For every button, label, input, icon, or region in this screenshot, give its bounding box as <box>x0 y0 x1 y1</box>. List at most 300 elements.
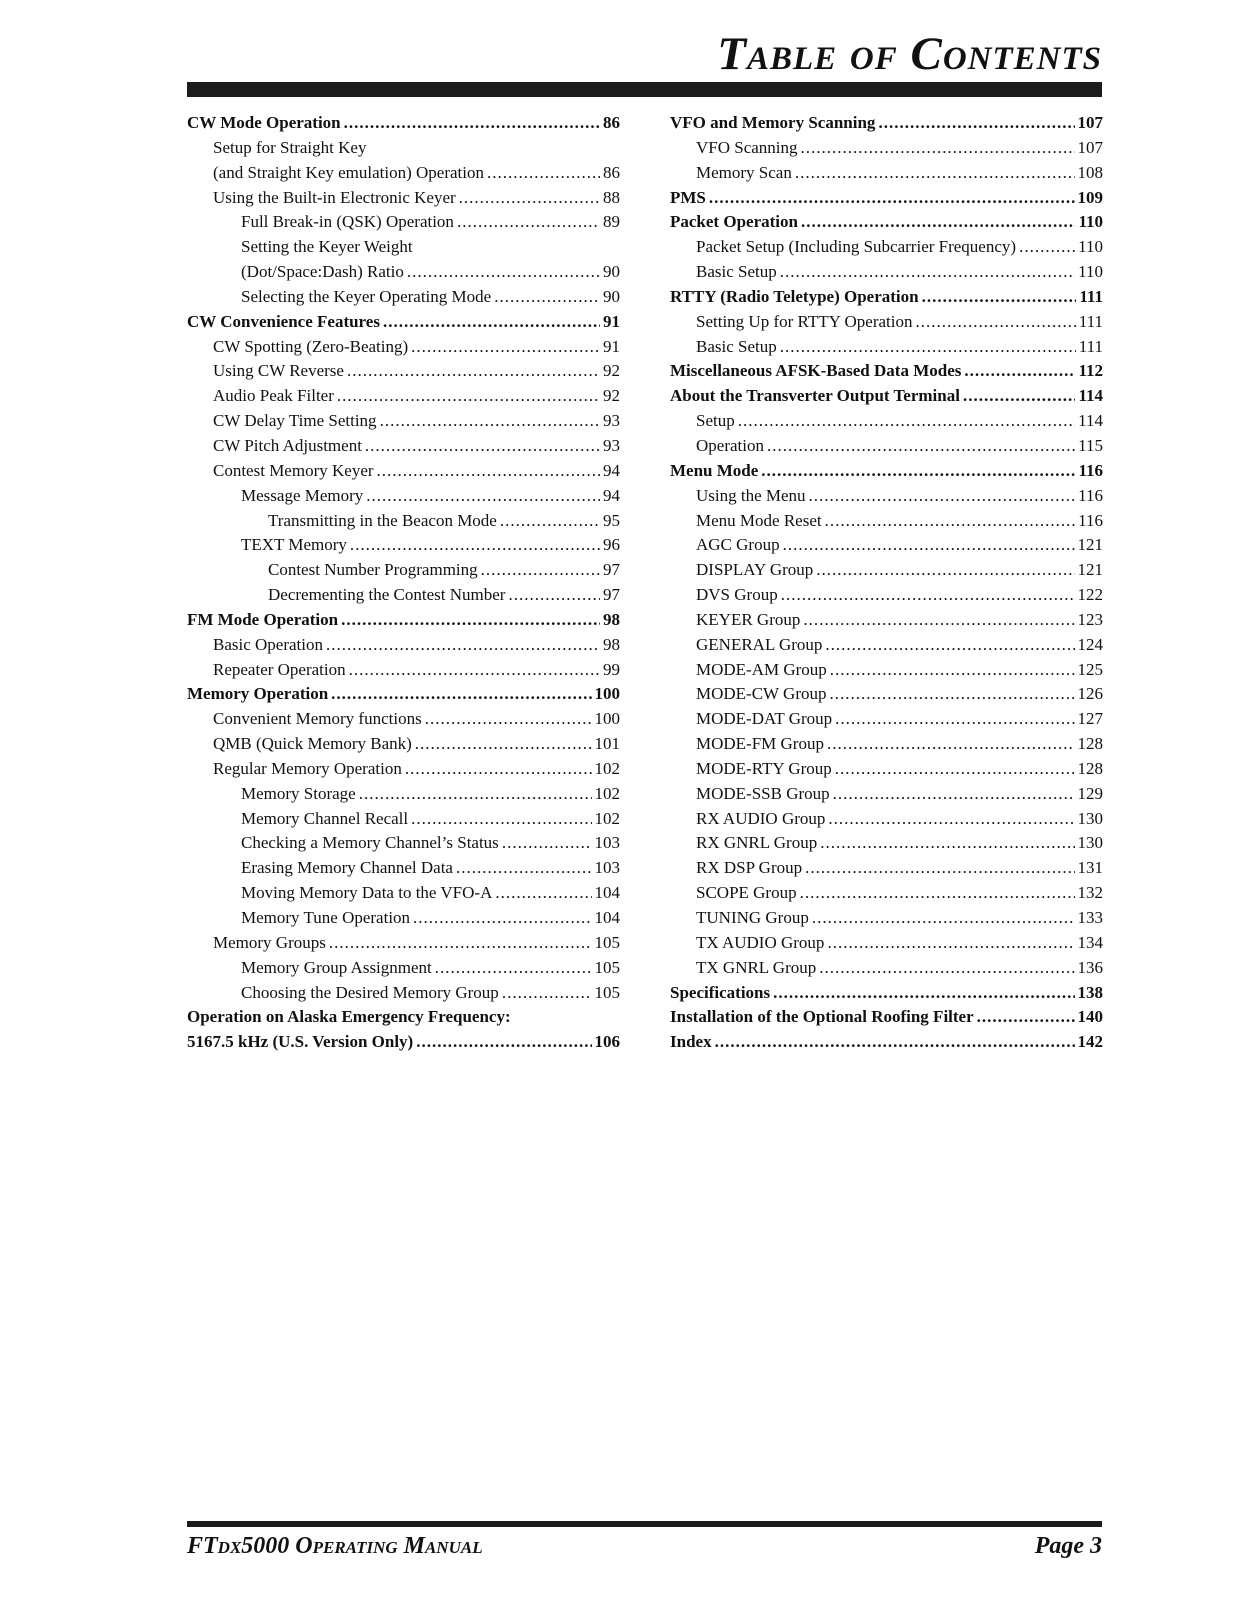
toc-entry-page: 111 <box>1079 286 1103 306</box>
toc-subsection-entry[interactable] <box>670 509 1103 534</box>
toc-subsection-entry[interactable] <box>187 285 620 310</box>
toc-subsection-entry[interactable] <box>187 757 620 782</box>
toc-entry-page: 111 <box>1078 311 1103 331</box>
toc-entry-page: 107 <box>1077 113 1103 132</box>
toc-entry-title: Repeater Operation <box>213 659 346 679</box>
toc-subsection-entry[interactable] <box>670 633 1103 658</box>
toc-entry-page: 90 <box>603 286 620 306</box>
dot-leader <box>349 658 600 683</box>
toc-subsection-entry[interactable] <box>187 807 620 832</box>
toc-subsection-entry[interactable] <box>187 583 620 608</box>
toc-subsection-entry[interactable] <box>187 186 620 211</box>
dot-leader <box>977 1005 1075 1030</box>
toc-entry-page: 136 <box>1077 957 1103 977</box>
dot-leader <box>337 384 600 409</box>
toc-entry-page: 88 <box>603 187 620 207</box>
toc-entry-page: 133 <box>1077 908 1103 927</box>
dot-leader <box>359 782 592 807</box>
toc-entry-title: About the Transverter Output Terminal <box>670 386 960 406</box>
toc-entry-page: 105 <box>594 932 620 952</box>
dot-leader <box>459 186 600 211</box>
toc-subsection-entry[interactable] <box>670 260 1103 285</box>
toc-subsection-entry[interactable] <box>670 310 1103 335</box>
toc-entry-title: MODE-FM Group <box>696 734 824 754</box>
toc-entry-title: CW Pitch Adjustment <box>213 435 362 455</box>
dot-leader <box>380 409 600 434</box>
toc-entry-title: Contest Number Programming <box>268 560 478 580</box>
dot-leader <box>816 558 1074 583</box>
toc-subsection-entry[interactable] <box>187 658 620 683</box>
dot-leader <box>366 484 600 509</box>
toc-entry-page: 93 <box>603 411 620 431</box>
toc-entry-title: Menu Mode <box>670 460 759 480</box>
toc-section-entry[interactable] <box>187 310 620 335</box>
toc-subsection-entry[interactable] <box>187 881 620 906</box>
toc-entry-title: DISPLAY Group <box>696 560 814 580</box>
toc-entry-title: MODE-SSB Group <box>696 783 830 803</box>
toc-entry-title: Packet Operation <box>670 212 798 232</box>
toc-entry-page: 109 <box>1077 187 1103 207</box>
toc-entry-page: 132 <box>1077 883 1103 903</box>
dot-leader <box>481 558 600 583</box>
toc-entry-title: Setup for Straight Key <box>213 137 367 157</box>
toc-entry-page: 97 <box>603 585 620 605</box>
toc-entry-page: 128 <box>1077 758 1103 778</box>
dot-leader <box>829 682 1074 707</box>
dot-leader <box>812 906 1075 931</box>
dot-leader <box>411 335 600 360</box>
dot-leader <box>415 732 592 757</box>
dot-leader <box>494 285 600 310</box>
toc-entry-page: 106 <box>594 1032 620 1052</box>
toc-entry-page: 131 <box>1077 858 1103 878</box>
dot-leader <box>377 459 600 484</box>
toc-subsection-entry[interactable] <box>670 558 1103 583</box>
toc-entry-page: 100 <box>594 709 620 729</box>
dot-leader <box>773 981 1074 1006</box>
dot-leader <box>915 310 1075 335</box>
toc-subsection-entry[interactable] <box>187 459 620 484</box>
toc-subsection-entry[interactable] <box>187 434 620 459</box>
dot-leader <box>820 831 1074 856</box>
toc-subsection-entry[interactable] <box>670 409 1103 434</box>
dot-leader <box>835 707 1074 732</box>
toc-entry-page: 99 <box>603 659 620 679</box>
toc-entry-page: 95 <box>603 510 620 530</box>
toc-subsection-entry[interactable] <box>187 384 620 409</box>
toc-entry-title: Setup <box>696 411 735 431</box>
toc-entry-page: 122 <box>1077 585 1103 605</box>
toc-entry-page: 104 <box>594 908 620 927</box>
toc-entry-page: 96 <box>603 535 620 555</box>
toc-entry-title: Menu Mode Reset <box>696 510 822 530</box>
toc-entry-title: Memory Operation <box>187 684 329 704</box>
toc-entry-page: 130 <box>1077 808 1103 828</box>
toc-entry-page: 126 <box>1077 684 1103 704</box>
toc-entry-page: 111 <box>1078 336 1103 356</box>
toc-entry-page: 112 <box>1078 361 1103 381</box>
toc-subsection-entry[interactable] <box>187 484 620 509</box>
toc-subsection-entry[interactable] <box>670 807 1103 832</box>
dot-leader <box>502 831 592 856</box>
manual-name: FTdx5000 Operating Manual <box>187 1533 483 1559</box>
toc-entry-title: Convenient Memory functions <box>213 709 422 729</box>
toc-subsection-entry[interactable] <box>187 558 620 583</box>
toc-section-entry[interactable] <box>670 285 1103 310</box>
toc-entry-title: Memory Group Assignment <box>241 957 432 977</box>
toc-subsection-entry[interactable] <box>187 782 620 807</box>
toc-entry-page: 108 <box>1077 162 1103 182</box>
dot-leader <box>738 409 1075 434</box>
toc-entry-title: Memory Storage <box>241 783 356 803</box>
toc-subsection-entry[interactable] <box>187 831 620 856</box>
dot-leader <box>331 682 591 707</box>
toc-subsection-entry[interactable] <box>670 136 1103 161</box>
toc-entry-page: 92 <box>603 361 620 381</box>
toc-entry-page: 130 <box>1077 833 1103 853</box>
toc-subsection-entry[interactable] <box>187 260 620 285</box>
dot-leader <box>715 1030 1075 1055</box>
toc-entry-title: Basic Setup <box>696 262 777 282</box>
toc-entry-title: Setting Up for RTTY Operation <box>696 311 913 331</box>
toc-entry-page: 91 <box>603 336 620 356</box>
dot-leader <box>347 359 600 384</box>
toc-entry-page: 138 <box>1077 982 1103 1002</box>
toc-entry-page: 107 <box>1077 137 1103 157</box>
toc-subsection-entry[interactable] <box>670 757 1103 782</box>
toc-entry-page: 115 <box>1078 435 1103 455</box>
toc-entry-page: 100 <box>594 684 620 704</box>
dot-leader <box>767 434 1075 459</box>
dot-leader <box>405 757 592 782</box>
toc-subsection-entry[interactable] <box>187 409 620 434</box>
toc-entry-title: CW Convenience Features <box>187 311 380 331</box>
toc-entry-title: TUNING Group <box>696 908 809 927</box>
toc-entry-title: 5167.5 kHz (U.S. Version Only) <box>187 1032 414 1052</box>
toc-section-entry[interactable] <box>670 981 1103 1006</box>
dot-leader <box>833 782 1075 807</box>
toc-section-entry[interactable] <box>187 682 620 707</box>
toc-subsection-entry[interactable] <box>187 732 620 757</box>
toc-subsection-entry[interactable] <box>670 583 1103 608</box>
toc-entry-title: (Dot/Space:Dash) Ratio <box>241 262 404 282</box>
dot-leader <box>828 807 1074 832</box>
dot-leader <box>761 459 1075 484</box>
dot-leader <box>805 856 1074 881</box>
dot-leader <box>341 608 600 633</box>
toc-entry-title: Index <box>670 1032 712 1052</box>
dot-leader <box>500 509 600 534</box>
toc-right-column <box>670 111 1103 1055</box>
toc-subsection-entry[interactable] <box>670 235 1103 260</box>
toc-entry-title: Transmitting in the Beacon Mode <box>268 510 497 530</box>
toc-entry-title: Checking a Memory Channel’s Status <box>241 833 499 853</box>
toc-subsection-entry[interactable] <box>670 906 1103 931</box>
toc-entry-title: Full Break-in (QSK) Operation <box>241 212 454 232</box>
dot-leader <box>508 583 600 608</box>
dot-leader <box>425 707 592 732</box>
dot-leader <box>383 310 600 335</box>
toc-subsection-entry[interactable] <box>187 931 620 956</box>
toc-subsection-entry[interactable] <box>187 633 620 658</box>
toc-entry-page: 110 <box>1078 212 1103 232</box>
toc-subsection-entry[interactable] <box>670 931 1103 956</box>
toc-entry-page: 89 <box>603 212 620 232</box>
toc-entry-title: Basic Operation <box>213 634 323 654</box>
dot-leader <box>1019 235 1075 260</box>
toc-entry-title: Setting the Keyer Weight <box>241 237 413 257</box>
toc-entry-title: QMB (Quick Memory Bank) <box>213 734 412 754</box>
toc-subsection-entry[interactable] <box>670 484 1103 509</box>
toc-entry-title: Miscellaneous AFSK-Based Data Modes <box>670 361 962 381</box>
toc-subsection-entry[interactable] <box>670 161 1103 186</box>
toc-entry-title: VFO and Memory Scanning <box>670 113 876 132</box>
toc-entry-page: 110 <box>1078 262 1103 282</box>
toc-section-entry[interactable] <box>670 210 1103 235</box>
toc-subsection-entry[interactable] <box>670 707 1103 732</box>
dot-leader <box>413 906 591 931</box>
toc-entry-title: TX GNRL Group <box>696 957 817 977</box>
toc-entry-page: 142 <box>1077 1032 1103 1052</box>
toc-entry-title: Basic Setup <box>696 336 777 356</box>
toc-entry-title: Moving Memory Data to the VFO-A <box>241 883 493 903</box>
toc-entry-page: 102 <box>594 783 620 803</box>
toc-subsection-entry[interactable] <box>670 608 1103 633</box>
toc-entry-page: 105 <box>594 957 620 977</box>
dot-leader <box>435 956 592 981</box>
toc-section-entry[interactable] <box>670 384 1103 409</box>
dot-leader <box>502 981 592 1006</box>
toc-section-entry[interactable] <box>670 1030 1103 1055</box>
toc-left-column <box>187 111 620 1055</box>
toc-entry-title: CW Delay Time Setting <box>213 411 377 431</box>
dot-leader <box>709 186 1075 211</box>
toc-entry-title: Audio Peak Filter <box>213 386 334 406</box>
toc-entry-title: TEXT Memory <box>241 535 347 555</box>
toc-entry-title: RX GNRL Group <box>696 833 818 853</box>
toc-subsection-entry[interactable] <box>187 161 620 186</box>
toc-entry-title: Message Memory <box>241 485 364 505</box>
toc-entry-page: 91 <box>603 311 620 331</box>
toc-entry-title: CW Spotting (Zero-Beating) <box>213 336 409 356</box>
dot-leader <box>350 533 600 558</box>
toc-entry-page: 134 <box>1077 932 1103 952</box>
toc-section-entry[interactable] <box>670 359 1103 384</box>
toc-subsection-entry[interactable] <box>670 533 1103 558</box>
toc-entry-title: Memory Groups <box>213 932 326 952</box>
dot-leader <box>801 136 1075 161</box>
toc-entry-title: AGC Group <box>696 535 780 555</box>
toc-entry-page: 103 <box>594 833 620 853</box>
toc-entry-title: Using the Menu <box>696 485 806 505</box>
dot-leader <box>487 161 600 186</box>
dot-leader <box>827 732 1075 757</box>
toc-entry-page: 92 <box>603 386 620 406</box>
toc-subsection-entry[interactable] <box>670 831 1103 856</box>
toc-entry-page: 90 <box>603 262 620 282</box>
toc-entry-title: DVS Group <box>696 585 778 605</box>
toc-subsection-entry[interactable] <box>670 658 1103 683</box>
toc-entry-page: 94 <box>603 485 620 505</box>
dot-leader <box>800 881 1075 906</box>
toc-entry-page: 114 <box>1078 386 1103 406</box>
toc-entry-page: 86 <box>603 162 620 182</box>
dot-leader <box>407 260 600 285</box>
toc-section-entry[interactable] <box>670 186 1103 211</box>
dot-leader <box>922 285 1077 310</box>
dot-leader <box>457 210 600 235</box>
toc-entry-page: 102 <box>594 808 620 828</box>
dot-leader <box>827 931 1074 956</box>
toc-entry-page: 128 <box>1077 734 1103 754</box>
toc-entry-page: 98 <box>603 634 620 654</box>
toc-entry-title: RX DSP Group <box>696 858 803 878</box>
dot-leader <box>825 509 1076 534</box>
toc-entry-title: Operation on Alaska Emergency Frequency: <box>187 1007 511 1027</box>
toc-entry-title: Decrementing the Contest Number <box>268 585 506 605</box>
toc-entry-title: (and Straight Key emulation) Operation <box>213 162 484 182</box>
toc-entry-title: RX AUDIO Group <box>696 808 826 828</box>
toc-entry-page: 98 <box>603 609 620 629</box>
toc-section-entry[interactable] <box>187 1030 620 1055</box>
toc-entry-title: MODE-AM Group <box>696 659 827 679</box>
toc-subsection-entry[interactable] <box>187 856 620 881</box>
toc-section-entry[interactable] <box>187 111 620 136</box>
toc-entry-title: Installation of the Optional Roofing Filter <box>670 1007 974 1027</box>
toc-subsection-entry[interactable] <box>187 335 620 360</box>
toc-entry-title: SCOPE Group <box>696 883 797 903</box>
toc-entry-page: 129 <box>1077 783 1103 803</box>
dot-leader <box>416 1030 591 1055</box>
page-title: Table of Contents <box>717 28 1102 80</box>
toc-section-entry[interactable] <box>187 608 620 633</box>
toc-entry-title: MODE-DAT Group <box>696 709 833 729</box>
toc-section-entry[interactable] <box>670 1005 1103 1030</box>
toc-subsection-entry[interactable] <box>187 136 620 161</box>
dot-leader <box>495 881 591 906</box>
toc-section-entry[interactable] <box>670 459 1103 484</box>
dot-leader <box>329 931 592 956</box>
toc-entry-title: Choosing the Desired Memory Group <box>241 982 499 1002</box>
toc-entry-title: CW Mode Operation <box>187 113 341 132</box>
toc-subsection-entry[interactable] <box>670 335 1103 360</box>
toc-entry-page: 121 <box>1077 535 1103 555</box>
toc-subsection-entry[interactable] <box>670 956 1103 981</box>
toc-entry-page: 97 <box>603 560 620 580</box>
toc-entry-title: RTTY (Radio Teletype) Operation <box>670 286 919 306</box>
toc-entry-page: 101 <box>594 734 620 754</box>
toc-entry-page: 124 <box>1077 634 1103 654</box>
toc-entry-title: FM Mode Operation <box>187 609 339 629</box>
toc-subsection-entry[interactable] <box>187 210 620 235</box>
toc-entry-page: 123 <box>1077 609 1103 629</box>
dot-leader <box>809 484 1076 509</box>
toc-entry-title: Using CW Reverse <box>213 361 344 381</box>
toc-entry-page: 86 <box>603 113 620 132</box>
toc-entry-page: 110 <box>1078 237 1103 257</box>
toc-entry-title: Memory Channel Recall <box>241 808 409 828</box>
toc-entry-title: Specifications <box>670 982 771 1002</box>
toc-entry-page: 102 <box>594 758 620 778</box>
toc-section-entry[interactable] <box>187 1005 620 1030</box>
toc-entry-page: 93 <box>603 435 620 455</box>
dot-leader <box>963 384 1075 409</box>
toc-entry-page: 114 <box>1078 411 1103 431</box>
toc-subsection-entry[interactable] <box>187 235 620 260</box>
toc-entry-title: PMS <box>670 187 706 207</box>
toc-entry-page: 140 <box>1077 1007 1103 1027</box>
toc-entry-page: 104 <box>594 883 620 903</box>
toc-entry-page: 125 <box>1077 659 1103 679</box>
toc-subsection-entry[interactable] <box>187 906 620 931</box>
toc-entry-title: MODE-CW Group <box>696 684 827 704</box>
toc-entry-title: Selecting the Keyer Operating Mode <box>241 286 492 306</box>
toc-entry-title: Packet Setup (Including Subcarrier Frequency) <box>696 237 1017 257</box>
toc-subsection-entry[interactable] <box>187 533 620 558</box>
footer-rule <box>187 1521 1102 1527</box>
dot-leader <box>783 533 1075 558</box>
toc-subsection-entry[interactable] <box>187 359 620 384</box>
toc-entry-title: TX AUDIO Group <box>696 932 825 952</box>
toc-entry-title: Regular Memory Operation <box>213 758 402 778</box>
toc-subsection-entry[interactable] <box>670 682 1103 707</box>
header-rule <box>187 82 1102 97</box>
toc-subsection-entry[interactable] <box>670 856 1103 881</box>
toc-entry-title: VFO Scanning <box>696 137 798 157</box>
toc-entry-title: GENERAL Group <box>696 634 823 654</box>
dot-leader <box>780 335 1076 360</box>
dot-leader <box>780 260 1075 285</box>
toc-entry-title: Contest Memory Keyer <box>213 460 374 480</box>
dot-leader <box>781 583 1075 608</box>
toc-section-entry[interactable] <box>670 111 1103 136</box>
dot-leader <box>344 111 600 136</box>
dot-leader <box>801 210 1075 235</box>
dot-leader <box>825 633 1074 658</box>
page-number: Page 3 <box>1034 1533 1102 1559</box>
toc-entry-page: 94 <box>603 460 620 480</box>
dot-leader <box>878 111 1074 136</box>
toc-entry-page: 116 <box>1078 460 1103 480</box>
toc-entry-title: Erasing Memory Channel Data <box>241 858 453 878</box>
toc-subsection-entry[interactable] <box>670 434 1103 459</box>
toc-subsection-entry[interactable] <box>187 707 620 732</box>
toc-subsection-entry[interactable] <box>670 732 1103 757</box>
toc-entry-title: Memory Tune Operation <box>241 908 411 927</box>
dot-leader <box>803 608 1074 633</box>
toc-subsection-entry[interactable] <box>187 509 620 534</box>
toc-subsection-entry[interactable] <box>670 881 1103 906</box>
toc-subsection-entry[interactable] <box>187 981 620 1006</box>
toc-entry-page: 103 <box>594 858 620 878</box>
toc-entry-title: Operation <box>696 435 764 455</box>
toc-entry-page: 116 <box>1078 510 1103 530</box>
dot-leader <box>819 956 1074 981</box>
dot-leader <box>456 856 592 881</box>
toc-entry-page: 105 <box>594 982 620 1002</box>
dot-leader <box>365 434 600 459</box>
dot-leader <box>411 807 591 832</box>
toc-subsection-entry[interactable] <box>670 782 1103 807</box>
dot-leader <box>326 633 600 658</box>
dot-leader <box>964 359 1075 384</box>
toc-entry-page: 127 <box>1077 709 1103 729</box>
toc-entry-title: KEYER Group <box>696 609 801 629</box>
toc-entry-title: MODE-RTY Group <box>696 758 832 778</box>
toc-subsection-entry[interactable] <box>187 956 620 981</box>
toc-entry-page: 121 <box>1077 560 1103 580</box>
dot-leader <box>830 658 1075 683</box>
